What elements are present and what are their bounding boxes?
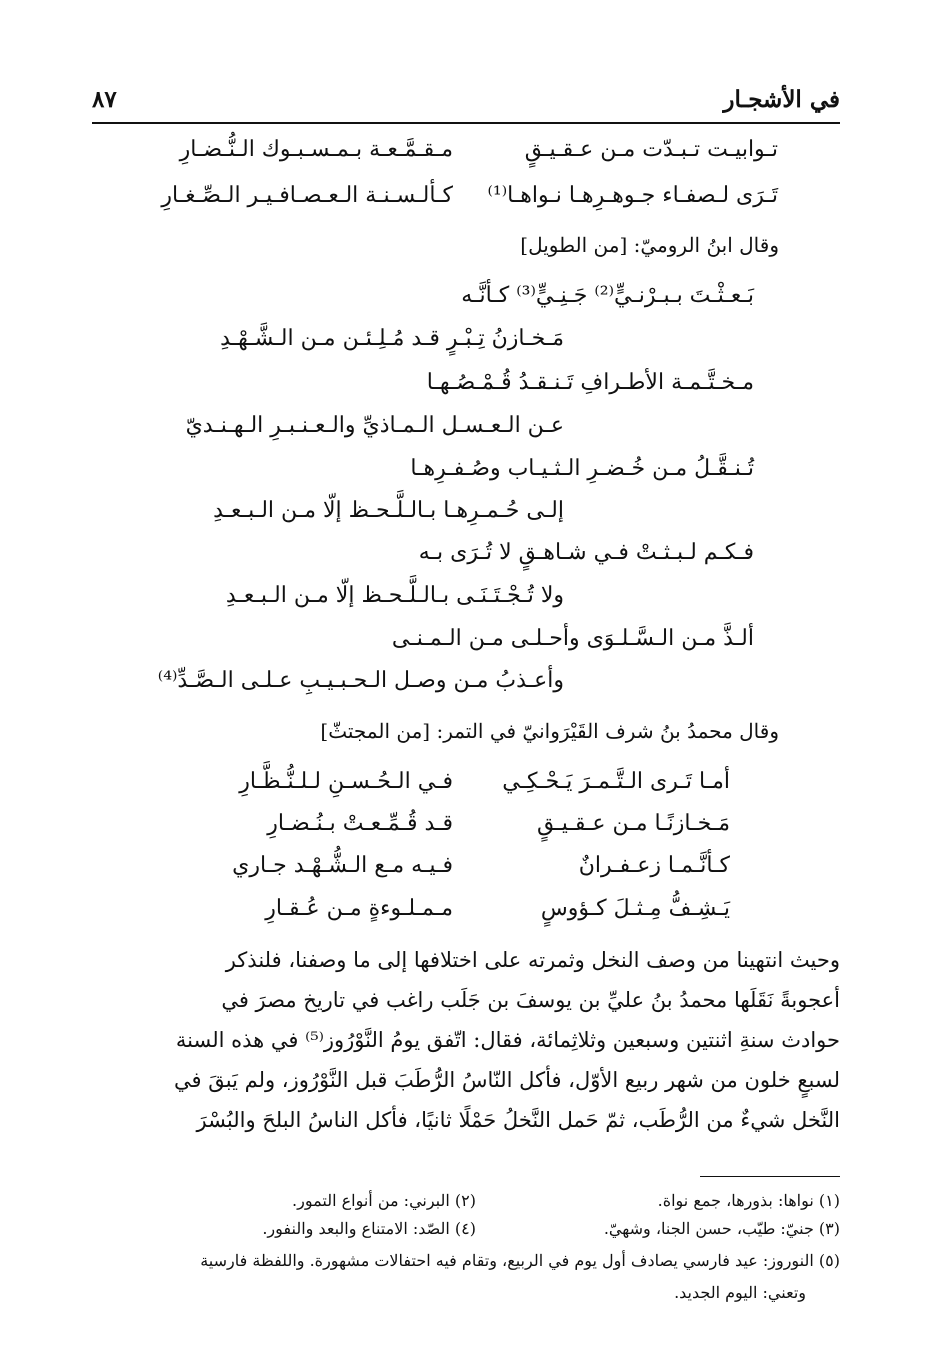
verse-line: وأعـذبُ مـن وصـل الـحـبـيـبِ عـلـى الـصَّـدِّ⁽⁴⁾ — [157, 668, 564, 693]
verse-line: بَـعـثْـتَ بـبـرْنـيٍّ⁽²⁾ جَـنِـيٍّ⁽³⁾ كـأنَّـه — [461, 283, 754, 308]
running-header — [92, 86, 840, 124]
footnote: (٣) جنيّ: طيّب، حسن الجنا، وشهيّ. — [603, 1219, 840, 1238]
verse-line: عـن الـعـسـل الـمـاذيِّ والـعـنـبـرِ الـهـنـديّ — [185, 413, 564, 438]
chapter-title: في الأشجـار — [723, 86, 840, 113]
footnote: (٤) الصّد: الامتناع والبعد والنفور. — [262, 1219, 476, 1238]
footnote-divider — [700, 1176, 840, 1177]
prose-line: النَّخل شيءٌ من الرُّطَب، ثمّ حَمل النَّخلُ حَمْلًا ثانيًا، فأكل الناسُ البلحَ والبُسْرَ — [196, 1108, 840, 1132]
footnote: (٥) النوروز: عيد فارسي يصادف أول يوم في الربيع، وتقام فيه احتفالات مشهورة. واللفظة فارسية — [200, 1251, 840, 1270]
verse-hemistich-left: قـد قُـمِّـعـتْ بـنُـضـارِ — [267, 811, 453, 836]
verse-hemistich-left: مـمـلـوءةٍ مـن عُـقـارِ — [265, 896, 453, 921]
footnote-continuation: وتعني: اليوم الجديد. — [674, 1283, 806, 1302]
verse-line: ولا تُـجْـتَـنَـى بـالـلَّـحـظ إلّا مـن الـبـعـدِ — [225, 583, 564, 608]
prose-line: لسبعٍ خلون من شهر ربيع الأوّل، فأكل النّاسُ الرُّطَبَ قبل النَّوْرُوز، ولم يَبقَ في — [174, 1068, 840, 1092]
verse-hemistich-right: تَـرَى لـصفـاء جـوهـرِهـا نـواهـا⁽¹⁾ — [487, 183, 778, 208]
verse-line: فـكـم لـبـثـتْ فـي شـاهـقٍ لا تُـرَى بـه — [418, 540, 754, 565]
verse-hemistich-left: فـي الـحُـسـنِ لـلـنُّـظَّـارِ — [239, 769, 453, 794]
verse-hemistich-left: فـيـه مـع الـشُّـهْـد جـاري — [232, 853, 453, 878]
verse-hemistich-left: مـقـمَّـعـة بـمـسـبـوك الـنُّـضـارِ — [179, 137, 453, 162]
verse-hemistich-right: كـأنَّـمـا زعـفـرانٌ — [578, 853, 730, 878]
footnote: (١) نواها: بذورها، جمع نواة. — [657, 1191, 840, 1210]
verse-hemistich-right: مَـخـازنًـا مـن عـقـيـقٍ — [536, 811, 730, 836]
header-divider — [92, 122, 840, 124]
verse-hemistich-left: كـألـسـنـة الـعـصـافـيـر الـصِّـغـارِ — [161, 183, 453, 208]
verse-line: تُـنـقَّـلُ مـن خُـضـرِ الـثـيـاب وصُـفـرِهـا — [410, 456, 754, 481]
prose-line: وحيث انتهينا من وصف النخل وثمرته على اختلافها إلى ما وصفنا، فلنذكر — [225, 948, 840, 972]
verse-hemistich-right: تـوابيـت تـبـدّت مـن عـقـيـقٍ — [524, 137, 778, 162]
footnote: (٢) البرني: من أنواع التمور. — [292, 1191, 476, 1210]
verse-hemistich-right: يَـشِـفُّ مِـثـلَ كـؤوسٍ — [540, 896, 730, 921]
page-number: ٨٧ — [92, 86, 117, 113]
prose-line: حوادث سنةِ اثنتين وسبعين وثلاثِمائة، فقال: اتّفق يومُ النَّوْرُوز⁽⁵⁾ في هذه السنة — [175, 1028, 840, 1052]
poem-intro: وقال ابنُ الروميّ: [من الطويل] — [520, 233, 779, 257]
verse-line: مـخـتَّـمـة الأطـرافِ تَـنـقـدُ قُـمْـصُـهـا — [426, 370, 754, 395]
verse-line: مَـخـازنُ تِـبْـرٍ قـد مُـلِـئـن مـن الـشَّـهْـدِ — [220, 326, 564, 351]
poem-intro: وقال محمدُ بنُ شرف القَيْرَوانيّ في التمر: [من المجتثّ] — [320, 719, 779, 743]
prose-paragraph — [100, 940, 840, 1140]
prose-line: أعجوبةً نَقَلَها محمدُ بنُ عليِّ بن يوسفَ بن جَلَب راغب في تاريخ مصرَ في — [221, 988, 840, 1012]
verse-line: ألـذَّ مـن الـسَّـلـوَى وأحـلـى مـن الـمـنـى — [391, 626, 754, 651]
verse-hemistich-right: أمـا تَـرى الـتَّـمـرَ يَـحْـكِـي — [502, 769, 730, 794]
verse-line: إلـى حُـمـرِهـا بـالـلَّـحـظ إلّا مـن الـبـعـدِ — [213, 498, 564, 523]
